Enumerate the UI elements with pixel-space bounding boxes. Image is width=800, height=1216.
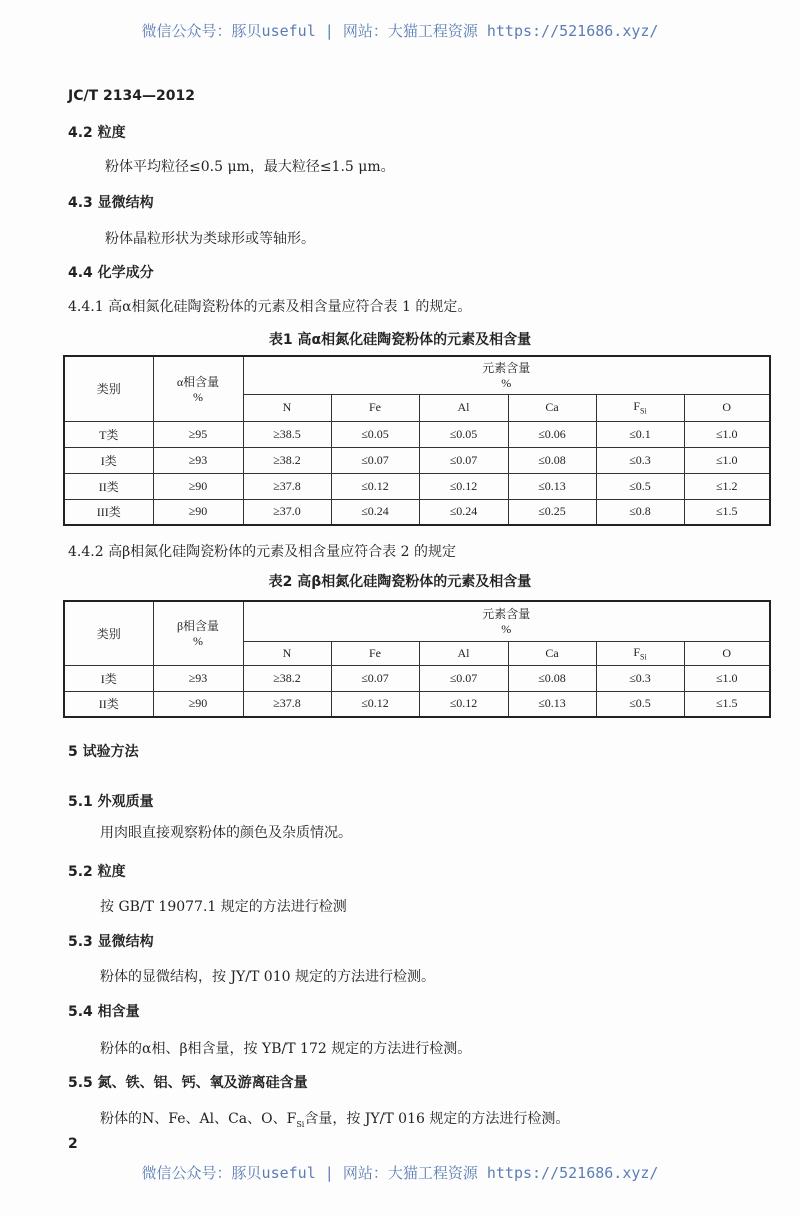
watermark-top: 微信公众号：豚贝useful | 网站：大猫工程资源 https://521686.xyz/ [141,22,659,40]
col-label: N [282,645,292,660]
section-5-1-title: 5.1 外观质量 [68,794,154,810]
page-number: 2 [68,1136,78,1152]
section-5-3-text: 粉体的显微结构，按 JY/T 010 规定的方法进行检测。 [100,969,435,985]
table-row [64,447,770,473]
table-cell: ≤0.3 [596,665,684,691]
section-5-3-title: 5.3 显微结构 [68,934,154,950]
table-cell: ≥90 [153,499,243,525]
table-cell: ≥38.2 [243,665,331,691]
table-cell: II类 [64,691,153,717]
table-cell: ≤0.08 [508,665,596,691]
col-label: F [633,644,640,659]
header-col [596,641,684,665]
table-1 [63,355,771,526]
section-5-title: 5 试验方法 [68,744,139,760]
table-cell: ≥38.5 [243,421,331,447]
section-5-2-text: 按 GB/T 19077.1 规定的方法进行检测 [100,899,347,915]
table-cell: ≤0.05 [331,421,419,447]
table-cell: T类 [64,421,153,447]
subscript: Si [640,652,647,662]
header-col [419,394,508,421]
table-cell: ≤0.24 [419,499,508,525]
unit-label: % [501,376,512,391]
table-cell: ≥95 [153,421,243,447]
unit-label: % [193,634,203,649]
col-label: Ca [545,400,559,414]
table-cell: I类 [64,447,153,473]
header-col [508,394,596,421]
table-cell: ≤1.0 [684,447,770,473]
text-part: 含量，按 JY/T 016 规定的方法进行检测。 [304,1111,570,1127]
elements-label: 元素含量 [482,361,531,376]
table-cell: ≤0.06 [508,421,596,447]
section-5-4-title: 5.4 相含量 [68,1004,140,1020]
table-cell: ≤0.07 [419,665,508,691]
header-col [243,641,331,665]
table-cell: III类 [64,499,153,525]
text-part: 粉体的N、Fe、Al、Ca、O、F [100,1111,297,1127]
table-cell: ≤0.13 [508,691,596,717]
table-cell: ≤0.8 [596,499,684,525]
standard-number: JC/T 2134—2012 [68,88,195,104]
section-4-4-2: 4.4.2 高β相氮化硅陶瓷粉体的元素及相含量应符合表 2 的规定 [68,544,456,560]
section-4-2-title: 4.2 粒度 [68,125,126,141]
table-cell: ≤0.5 [596,473,684,499]
section-5-1-text: 用肉眼直接观察粉体的颜色及杂质情况。 [100,825,352,841]
table-cell: ≤1.2 [684,473,770,499]
col-label: Al [457,645,470,660]
header-category: 类别 [64,601,153,665]
section-5-2-title: 5.2 粒度 [68,864,126,880]
table-cell: ≥90 [153,473,243,499]
unit-label: % [501,622,512,637]
table-cell: ≤0.12 [331,473,419,499]
col-label: N [282,400,292,414]
table-row [64,473,770,499]
table-cell: ≤0.07 [331,665,419,691]
section-4-3-title: 4.3 显微结构 [68,195,154,211]
table-cell: ≥37.8 [243,691,331,717]
subscript: Si [296,1119,305,1129]
table-cell: ≤0.07 [331,447,419,473]
table-cell: ≤1.0 [684,665,770,691]
table-cell: ≥37.0 [243,499,331,525]
table-cell: ≥90 [153,691,243,717]
table-cell: ≤0.12 [419,691,508,717]
col-label: O [722,645,732,660]
table-cell: ≤0.3 [596,447,684,473]
header-phase [153,356,243,421]
table2-caption: 表2 高β相氮化硅陶瓷粉体的元素及相含量 [268,574,532,590]
header-col [684,394,770,421]
table-cell: ≤0.08 [508,447,596,473]
table-cell: ≥38.2 [243,447,331,473]
table-cell: ≤0.1 [596,421,684,447]
header-phase [153,601,243,665]
unit-label: % [193,389,203,404]
phase-label: α相含量 [176,374,220,389]
table-cell: ≥93 [153,447,243,473]
section-4-2-text: 粉体平均粒径≤0.5 μm，最大粒径≤1.5 μm。 [105,159,395,175]
section-4-3-text: 粉体晶粒形状为类球形或等轴形。 [105,231,315,247]
table-row [64,421,770,447]
header-col [508,641,596,665]
section-5-5-title: 5.5 氮、铁、铝、钙、氧及游离硅含量 [68,1075,308,1091]
table-cell: II类 [64,473,153,499]
subscript: Si [640,406,647,416]
section-4-4-title: 4.4 化学成分 [68,265,154,281]
col-label: Ca [545,645,559,660]
elements-label: 元素含量 [482,607,531,622]
header-col [419,641,508,665]
table-row [64,691,770,717]
header-col [684,641,770,665]
table-cell: ≥37.8 [243,473,331,499]
col-label: Fe [369,400,381,414]
header-col [331,641,419,665]
table-cell: ≤0.12 [331,691,419,717]
section-5-5-text [100,1108,569,1129]
table-row [64,665,770,691]
table-cell: ≤0.25 [508,499,596,525]
table-cell: ≤0.07 [419,447,508,473]
header-col [243,394,331,421]
col-label: Al [457,400,470,414]
section-4-4-1: 4.4.1 高α相氮化硅陶瓷粉体的元素及相含量应符合表 1 的规定。 [68,299,472,315]
table-cell: ≤0.24 [331,499,419,525]
header-elements [243,601,770,641]
table-cell: ≤0.5 [596,691,684,717]
header-col [596,394,684,421]
section-5-4-text: 粉体的α相、β相含量，按 YB/T 172 规定的方法进行检测。 [100,1041,472,1057]
header-category: 类别 [64,356,153,421]
col-label: Fe [369,645,381,660]
table-cell: ≤0.12 [419,473,508,499]
table-cell: ≤1.5 [684,691,770,717]
table-cell: ≥93 [153,665,243,691]
col-label: O [722,400,732,414]
table-cell: ≤0.05 [419,421,508,447]
table-row [64,499,770,525]
watermark-bottom: 微信公众号：豚贝useful | 网站：大猫工程资源 https://521686.xyz/ [141,1164,659,1182]
table-cell: ≤0.13 [508,473,596,499]
col-label: F [633,399,640,414]
table-cell: ≤1.5 [684,499,770,525]
table-2 [63,600,771,718]
header-col [331,394,419,421]
table1-caption: 表1 高α相氮化硅陶瓷粉体的元素及相含量 [268,332,532,348]
table-cell: ≤1.0 [684,421,770,447]
phase-label: β相含量 [176,619,220,634]
header-elements [243,356,770,394]
table-cell: I类 [64,665,153,691]
